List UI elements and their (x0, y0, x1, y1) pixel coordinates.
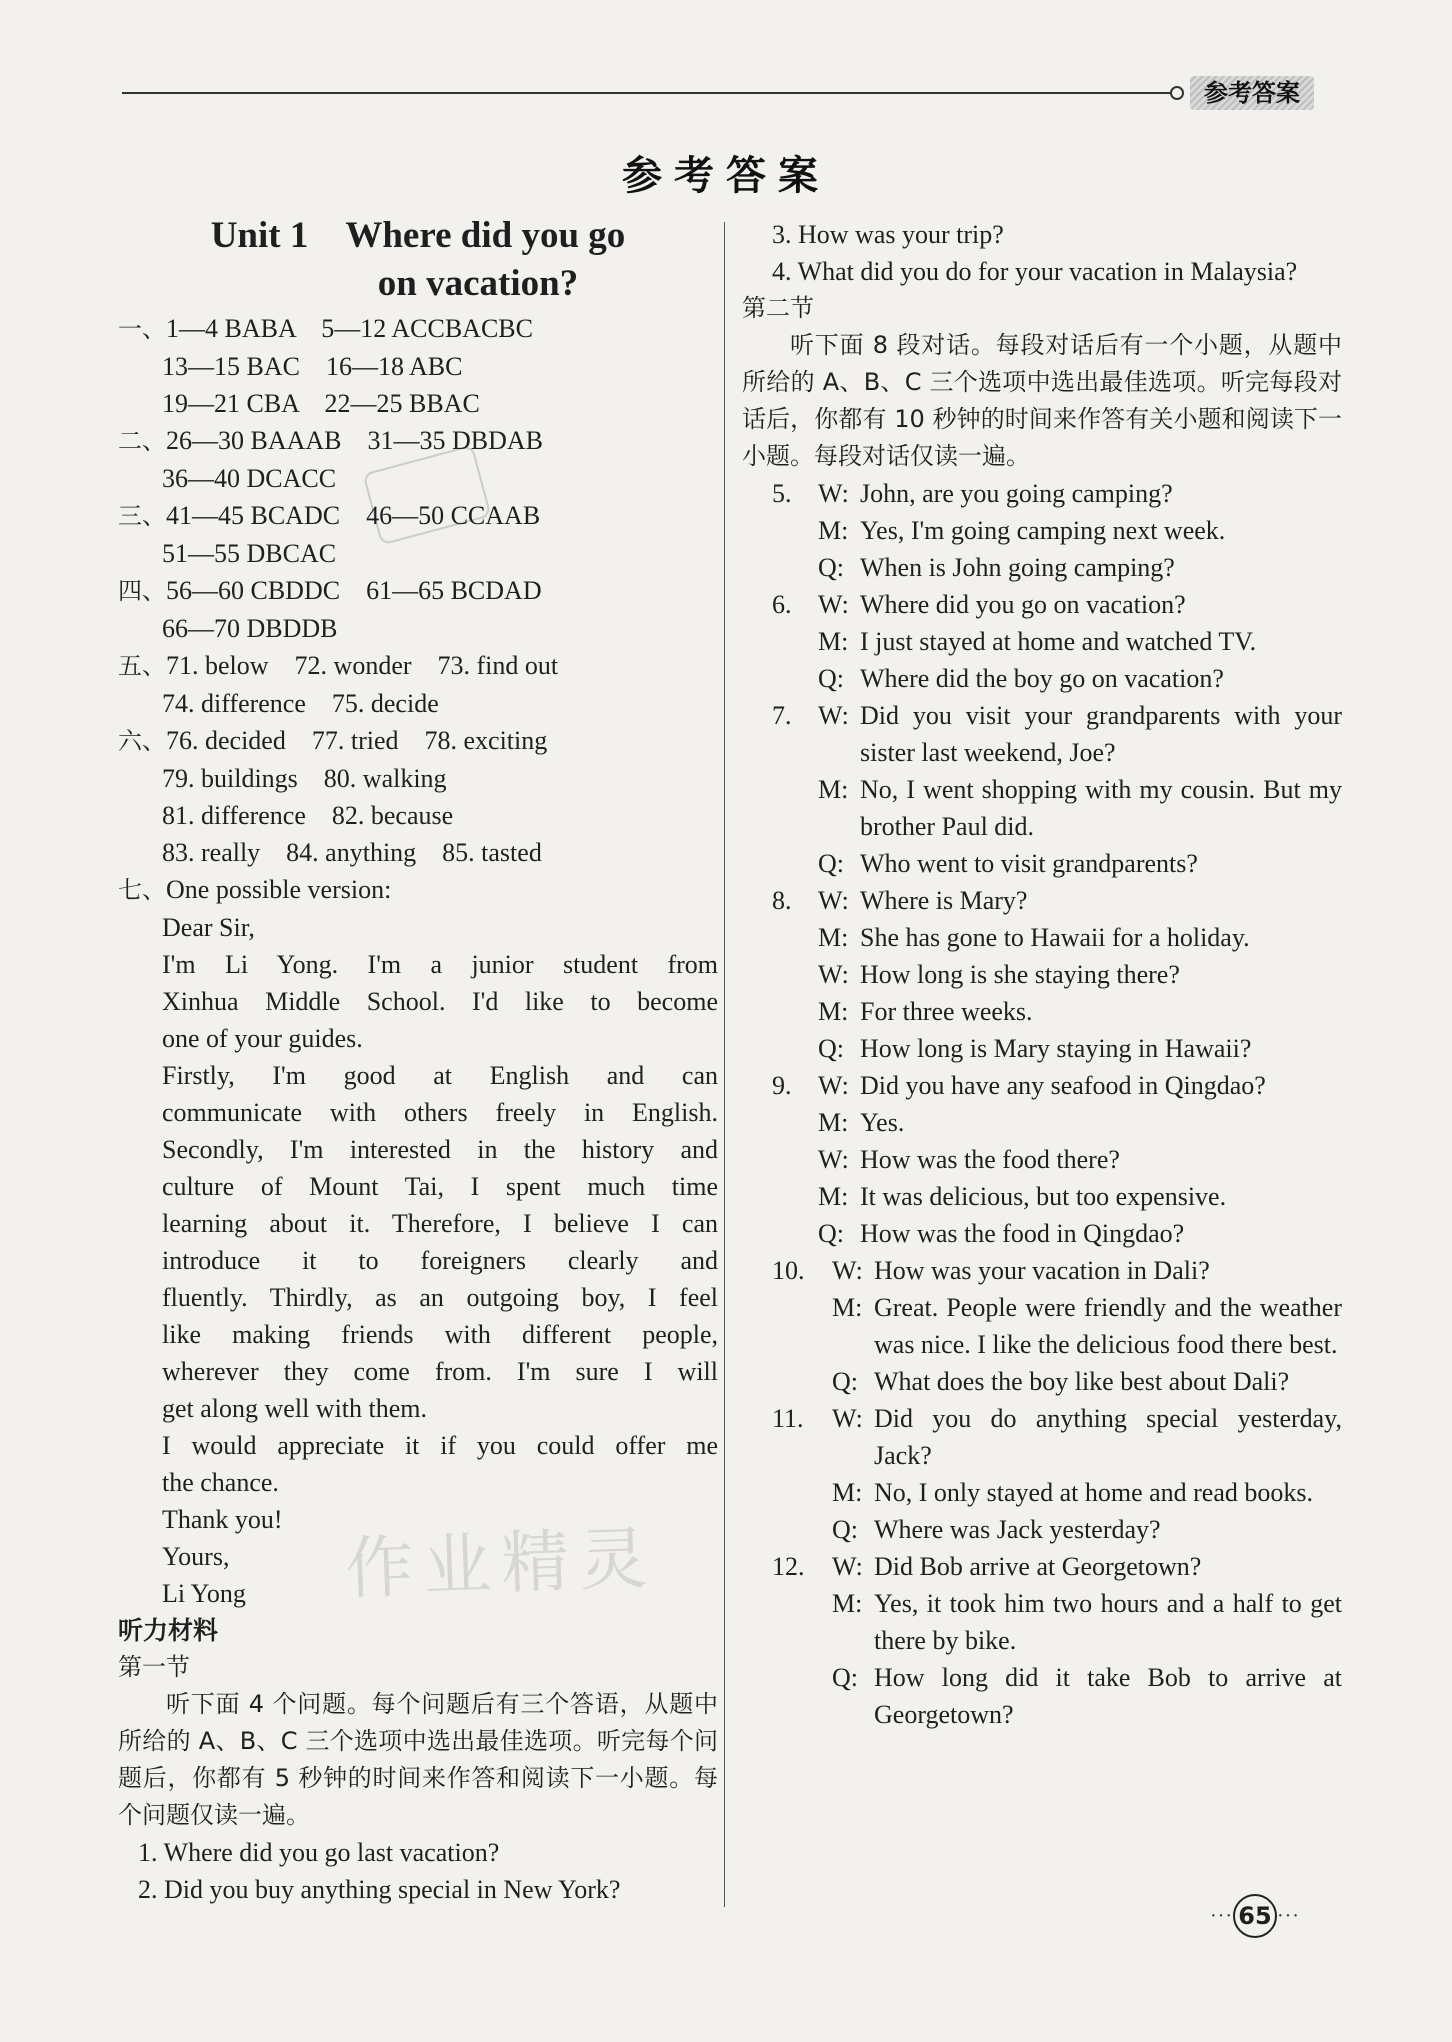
speaker-label: Q: (818, 1219, 844, 1248)
answer-text: 71. below 72. wonder 73. find out (166, 651, 559, 680)
page-number-dots-right: ··· (1276, 1904, 1300, 1927)
dialogue-text: Where was Jack yesterday? (874, 1515, 1161, 1544)
dialogue-number (772, 1363, 832, 1400)
speaker-label: Q: (832, 1515, 858, 1544)
speaker-label: W: (818, 701, 849, 730)
dialogue-line (772, 512, 1342, 549)
writing-line: fluently. Thirdly, as an outgoing boy, I feel (162, 1283, 718, 1312)
speaker-label: M: (818, 923, 849, 952)
dialogue-number (772, 1474, 832, 1511)
dialogue-text: Yes. (860, 1108, 905, 1137)
dialogue-line (772, 882, 1342, 919)
dialogue-number (772, 1141, 818, 1178)
speaker-label: M: (818, 516, 849, 545)
speaker-label: W: (818, 590, 849, 619)
speaker-label: W: (832, 1552, 863, 1581)
header-label: 参考答案 (1190, 76, 1314, 110)
writing-line: I would appreciate it if you could offer me (162, 1431, 718, 1460)
dialogue-number: 6. (772, 590, 792, 619)
dialogue-line (772, 1585, 1342, 1659)
dialogue-line (772, 475, 1342, 512)
answer-group-label: 五、 (118, 652, 166, 680)
dialogue-text: Did you have any seafood in Qingdao? (860, 1071, 1266, 1100)
writing-line: learning about it. Therefore, I believe I can (162, 1209, 718, 1238)
answer-line (118, 497, 718, 535)
speaker-label: Q: (818, 664, 844, 693)
section1-title: 第一节 (118, 1653, 190, 1681)
dialogue-text: John, are you going camping? (860, 479, 1173, 508)
dialogue-text: How was your vacation in Dali? (874, 1256, 1210, 1285)
page-number: 65 (1233, 1894, 1277, 1938)
dialogue-number (772, 1030, 818, 1067)
dialogue-line (772, 1289, 1342, 1363)
dialogue-line (772, 1252, 1342, 1289)
dialogue-text: How was the food in Qingdao? (860, 1219, 1185, 1248)
speaker-label: Q: (818, 1034, 844, 1063)
writing-line: Xinhua Middle School. I'd like to become (162, 987, 718, 1016)
dialogue-number (772, 919, 818, 956)
dialogue-line (772, 845, 1342, 882)
answer-text: 66—70 DBDDB (162, 614, 338, 643)
dialogue-number (772, 1215, 818, 1252)
answer-text: 13—15 BAC 16—18 ABC (162, 352, 463, 381)
dialogue-text: She has gone to Hawaii for a holiday. (860, 923, 1250, 952)
unit-title (118, 212, 718, 308)
writing-line: Firstly, I'm good at English and can (162, 1061, 718, 1090)
answer-line (118, 422, 718, 460)
dialogue-text: No, I went shopping with my cousin. But my brother Paul did. (860, 775, 1342, 841)
speaker-label: W: (818, 886, 849, 915)
dialogue-line (772, 1030, 1342, 1067)
answer-line (118, 535, 718, 572)
answer-line (118, 647, 718, 685)
speaker-label: W: (818, 479, 849, 508)
dialogue-line (772, 660, 1342, 697)
dialogue-line (772, 771, 1342, 845)
dialogue-number: 12. (772, 1552, 805, 1581)
speaker-label: M: (832, 1293, 863, 1322)
answer-line (118, 348, 718, 385)
dialogue-number (772, 1585, 832, 1659)
watermark: 作业精灵 (343, 1519, 659, 1610)
dialogue-line (772, 919, 1342, 956)
section1-instructions: 听下面 4 个问题。每个问题后有三个答语，从题中所给的 A、B、C 三个选项中选出最佳选项。听完每个问题后，你都有 5 秒钟的时间来作答和阅读下一小题。每个问题仅读一遍。 (118, 1690, 718, 1829)
answer-line (118, 834, 718, 871)
dialogue-number (772, 771, 818, 845)
answer-text: 76. decided 77. tried 78. exciting (166, 726, 548, 755)
dialogue-text: Yes, it took him two hours and a half to get there by bike. (874, 1589, 1342, 1655)
dialogue-number (772, 1659, 832, 1733)
dialogue-text: Did you visit your grandparents with your sister last weekend, Joe? (860, 701, 1342, 767)
dialogue-line (772, 1511, 1342, 1548)
dialogue-number (772, 993, 818, 1030)
answer-line (118, 460, 718, 497)
answer-text: 74. difference 75. decide (162, 689, 439, 718)
dialogue-number (772, 623, 818, 660)
writing-label: 七、 (118, 876, 166, 904)
dialogue-number (772, 845, 818, 882)
listening-question: 1. Where did you go last vacation? (138, 1838, 500, 1867)
speaker-label: Q: (818, 849, 844, 878)
listening-title: 听力材料 (118, 1616, 219, 1645)
dialogue-line (772, 586, 1342, 623)
left-column (118, 212, 718, 1908)
writing-line: introduce it to foreigners clearly and (162, 1246, 718, 1275)
answer-list (118, 310, 718, 871)
answer-group-label: 一、 (118, 315, 166, 343)
page-number-dots-left: ··· (1210, 1904, 1233, 1927)
dialogue-text: For three weeks. (860, 997, 1033, 1026)
speaker-label: Q: (832, 1367, 858, 1396)
writing-body (118, 946, 718, 1501)
column-divider (724, 222, 725, 1907)
writing-intro: One possible version: (166, 875, 392, 904)
speaker-label: M: (818, 1182, 849, 1211)
header-rule (122, 92, 1172, 94)
dialogue-number (772, 1511, 832, 1548)
answer-group-label: 三、 (118, 502, 166, 530)
answer-text: 36—40 DCACC (162, 464, 337, 493)
dialogue-line (772, 1141, 1342, 1178)
writing-section (118, 871, 718, 1612)
speaker-label: M: (832, 1478, 863, 1507)
dialogue-number: 8. (772, 886, 792, 915)
dialogue-line (772, 1659, 1342, 1733)
speaker-label: M: (818, 997, 849, 1026)
dialogue-text: Did you do anything special yesterday, Jack? (874, 1404, 1342, 1470)
dialogue-line (772, 1363, 1342, 1400)
dialogue-text: Great. People were friendly and the weather was nice. I like the delicious food there best. (874, 1293, 1342, 1359)
section1-questions-left (118, 1834, 718, 1908)
dialogue-line (772, 549, 1342, 586)
writing-line: one of your guides. (162, 1024, 363, 1053)
answer-line (118, 310, 718, 348)
dialogue-number (772, 1289, 832, 1363)
dialogue-number (772, 1178, 818, 1215)
header-dot (1170, 86, 1184, 100)
dialogue-line (772, 1178, 1342, 1215)
dialogue-text: How long is she staying there? (860, 960, 1180, 989)
dialogue-text: Where did you go on vacation? (860, 590, 1186, 619)
answer-line (118, 610, 718, 647)
unit-title-line-2: on vacation? (377, 263, 579, 304)
section2-title: 第二节 (742, 294, 814, 322)
dialogue-text: When is John going camping? (860, 553, 1175, 582)
writing-line: communicate with others freely in English. (162, 1098, 718, 1127)
speaker-label: W: (818, 960, 849, 989)
writing-closing-line: Yours, (162, 1542, 230, 1571)
dialogue-text: No, I only stayed at home and read books. (874, 1478, 1314, 1507)
answer-line (118, 722, 718, 760)
answer-group-label: 四、 (118, 577, 166, 605)
writing-line: culture of Mount Tai, I spent much time (162, 1172, 718, 1201)
speaker-label: M: (818, 775, 849, 804)
listening-question: 4. What did you do for your vacation in Malaysia? (772, 257, 1298, 286)
dialogue-number: 9. (772, 1071, 792, 1100)
dialogue-text: Where did the boy go on vacation? (860, 664, 1224, 693)
dialogue-line (772, 1474, 1342, 1511)
answer-line (118, 797, 718, 834)
answer-line (118, 385, 718, 422)
dialogue-text: I just stayed at home and watched TV. (860, 627, 1257, 656)
dialogue-line (772, 1104, 1342, 1141)
dialogue-text: Who went to visit grandparents? (860, 849, 1198, 878)
dialogue-text: It was delicious, but too expensive. (860, 1182, 1227, 1211)
writing-line: I'm Li Yong. I'm a junior student from (162, 950, 718, 979)
dialogue-number: 10. (772, 1256, 805, 1285)
dialogue-text: How long did it take Bob to arrive at Georgetown? (874, 1663, 1342, 1729)
answer-text: 51—55 DBCAC (162, 539, 337, 568)
speaker-label: W: (832, 1404, 863, 1433)
writing-salutation: Dear Sir, (162, 913, 255, 942)
dialogue-number: 5. (772, 479, 792, 508)
listening-question: 2. Did you buy anything special in New York? (138, 1875, 621, 1904)
dialogue-line (772, 623, 1342, 660)
speaker-label: M: (832, 1589, 863, 1618)
speaker-label: Q: (818, 553, 844, 582)
dialogue-list (742, 475, 1342, 1733)
speaker-label: W: (832, 1256, 863, 1285)
answer-text: 1—4 BABA 5—12 ACCBACBC (166, 314, 533, 343)
dialogue-text: What does the boy like best about Dali? (874, 1367, 1290, 1396)
page-title: 参考答案 (622, 153, 830, 199)
dialogue-number (772, 956, 818, 993)
writing-closing (118, 1501, 718, 1612)
speaker-label: M: (818, 627, 849, 656)
dialogue-number (772, 549, 818, 586)
answer-line (118, 760, 718, 797)
writing-line: Secondly, I'm interested in the history and (162, 1135, 718, 1164)
unit-title-line-1: Unit 1 Where did you go (210, 215, 626, 256)
answer-group-label: 六、 (118, 727, 166, 755)
dialogue-line (772, 956, 1342, 993)
dialogue-line (772, 1548, 1342, 1585)
speaker-label: Q: (832, 1663, 858, 1692)
dialogue-text: How long is Mary staying in Hawaii? (860, 1034, 1252, 1063)
dialogue-line (772, 697, 1342, 771)
answer-text: 19—21 CBA 22—25 BBAC (162, 389, 480, 418)
dialogue-number: 11. (772, 1404, 804, 1433)
dialogue-line (772, 1215, 1342, 1252)
section1-questions-right (742, 216, 1342, 290)
writing-line: like making friends with different people, (162, 1320, 718, 1349)
dialogue-text: Where is Mary? (860, 886, 1028, 915)
right-column (742, 216, 1342, 1733)
dialogue-text: How was the food there? (860, 1145, 1120, 1174)
dialogue-text: Did Bob arrive at Georgetown? (874, 1552, 1202, 1581)
answer-text: 79. buildings 80. walking (162, 764, 447, 793)
writing-closing-line: Thank you! (162, 1505, 283, 1534)
dialogue-number: 7. (772, 701, 792, 730)
speaker-label: W: (818, 1071, 849, 1100)
dialogue-number (772, 660, 818, 697)
answer-line (118, 572, 718, 610)
answer-text: 56—60 CBDDC 61—65 BCDAD (166, 576, 542, 605)
speaker-label: W: (818, 1145, 849, 1174)
speaker-label: M: (818, 1108, 849, 1137)
section2-instructions: 听下面 8 段对话。每段对话后有一个小题，从题中所给的 A、B、C 三个选项中选出最佳选项。听完每段对话后，你都有 10 秒钟的时间来作答有关小题和阅读下一小题。每段对话仅读一遍。 (742, 331, 1342, 470)
listening-question: 3. How was your trip? (772, 220, 1004, 249)
writing-closing-line: Li Yong (162, 1579, 246, 1608)
dialogue-line (772, 1400, 1342, 1474)
answer-text: 26—30 BAAAB 31—35 DBDAB (166, 426, 544, 455)
dialogue-number (772, 1104, 818, 1141)
answer-text: 41—45 BCADC 46—50 CCAAB (166, 501, 541, 530)
writing-line: wherever they come from. I'm sure I will (162, 1357, 718, 1386)
writing-line: get along well with them. (162, 1394, 428, 1423)
dialogue-line (772, 993, 1342, 1030)
answer-text: 83. really 84. anything 85. tasted (162, 838, 542, 867)
writing-line: the chance. (162, 1468, 279, 1497)
answer-group-label: 二、 (118, 427, 166, 455)
page-number-badge (1210, 1896, 1300, 1936)
answer-line (118, 685, 718, 722)
dialogue-line (772, 1067, 1342, 1104)
dialogue-number (772, 512, 818, 549)
answer-text: 81. difference 82. because (162, 801, 454, 830)
dialogue-text: Yes, I'm going camping next week. (860, 516, 1226, 545)
